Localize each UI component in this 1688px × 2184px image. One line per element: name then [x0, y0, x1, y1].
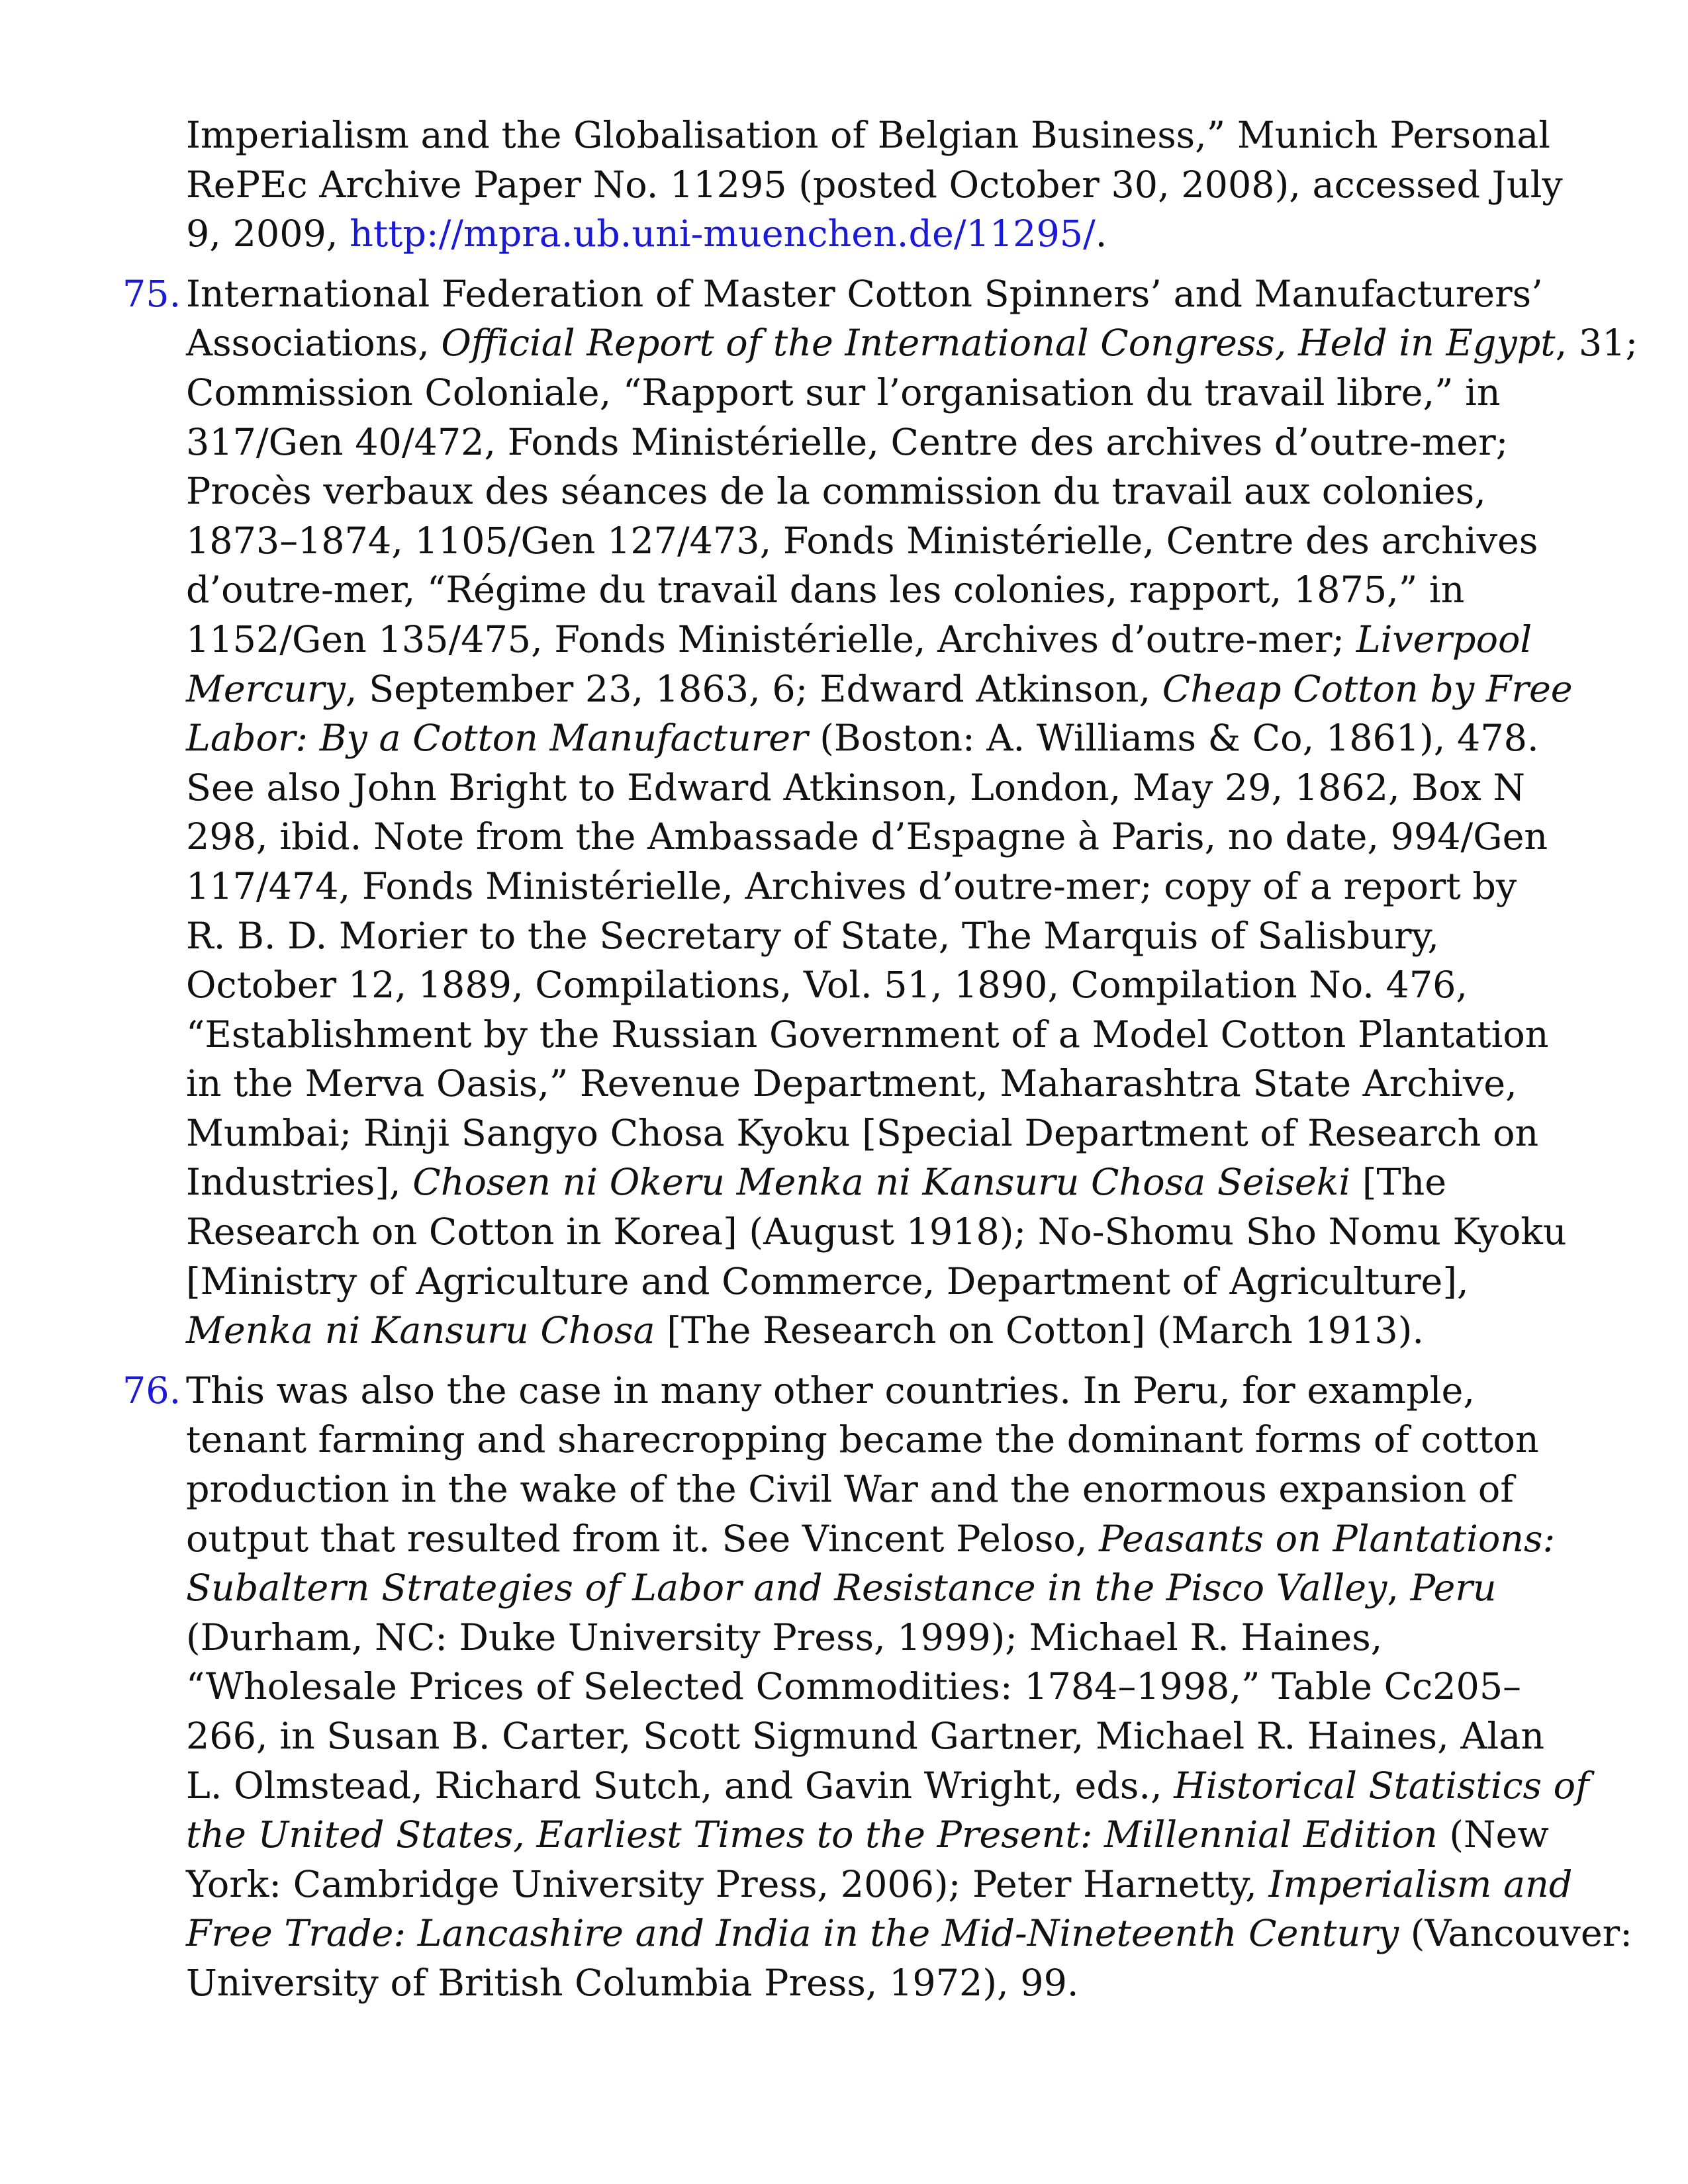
italic-title: Historical Statistics of — [1174, 1764, 1589, 1807]
text-run: 317/Gen 40/472, Fonds Ministérielle, Centre des archives d’outre-mer; — [186, 420, 1509, 464]
italic-title: the United States, Earliest Times to the Present: Millennial Edition — [186, 1813, 1438, 1857]
text-line — [186, 1515, 1566, 1565]
italic-title: Menka ni Kansuru Chosa — [186, 1309, 655, 1353]
endnote-number-link[interactable]: 76. — [122, 1369, 181, 1412]
text-run: , 31; — [1555, 322, 1638, 365]
text-run: (New — [1437, 1813, 1549, 1857]
text-run: International Federation of Master Cotton Spinners’ and Manufacturers’ — [186, 272, 1543, 316]
text-run: output that resulted from it. See Vincent Peloso, — [186, 1517, 1100, 1561]
text-line — [186, 1011, 1566, 1060]
text-line — [186, 270, 1566, 320]
text-line — [186, 1060, 1566, 1109]
text-run: Commission Coloniale, “Rapport sur l’organisation du travail libre,” in — [186, 371, 1501, 414]
endnote-number-link[interactable]: 75. — [122, 272, 181, 316]
text-run: Associations, — [186, 322, 442, 365]
text-run: Industries], — [186, 1161, 413, 1205]
italic-title: Liverpool — [1356, 617, 1532, 661]
text-line — [186, 566, 1566, 615]
text-line — [186, 369, 1566, 418]
italic-title: Imperialism and — [1268, 1862, 1573, 1906]
text-line — [186, 1712, 1566, 1762]
text-line — [186, 517, 1566, 567]
text-run: Mumbai; Rinji Sangyo Chosa Kyoku [Special Department of Research on — [186, 1111, 1539, 1155]
italic-title: Peru — [1410, 1567, 1497, 1610]
italic-title: Subaltern Strategies of Labor and Resistance in the Pisco Valley — [186, 1567, 1387, 1610]
text-line — [186, 418, 1566, 468]
text-line — [186, 1860, 1573, 1910]
italic-title: Peasants on Plantations: — [1099, 1517, 1556, 1561]
text-run: RePEc Archive Paper No. 11295 (posted October 30, 2008), accessed July — [186, 163, 1563, 206]
text-line — [186, 111, 1566, 161]
text-line — [186, 813, 1566, 862]
text-line — [186, 1564, 1566, 1614]
text-run: d’outre-mer, “Régime du travail dans les colonies, rapport, 1875,” in — [186, 569, 1465, 612]
text-run: tenant farming and sharecropping became the dominant forms of cotton — [186, 1418, 1539, 1462]
text-run: 117/474, Fonds Ministérielle, Archives d’outre-mer; copy of a report by — [186, 864, 1517, 908]
text-line — [186, 1959, 1566, 2009]
text-run: (Durham, NC: Duke University Press, 1999); Michael R. Haines, — [186, 1615, 1383, 1659]
text-line — [186, 467, 1566, 517]
text-line — [186, 1109, 1566, 1159]
endnote-75 — [122, 270, 1638, 1356]
text-run: “Wholesale Prices of Selected Commodities: 1784–1998,” Table Cc205– — [186, 1665, 1521, 1709]
text-run: (Boston: A. Williams & Co, 1861), 478. — [808, 717, 1539, 760]
text-run: in the Merva Oasis,” Revenue Department, Maharashtra State Archive, — [186, 1062, 1517, 1106]
text-run: “Establishment by the Russian Government of a Model Cotton Plantation — [186, 1013, 1549, 1056]
text-line — [186, 319, 1638, 369]
text-line — [186, 961, 1566, 1011]
text-line — [186, 1662, 1566, 1712]
text-run: . — [1095, 212, 1107, 256]
text-run: , — [1387, 1567, 1411, 1610]
text-run: 1873–1874, 1105/Gen 127/473, Fonds Ministérielle, Centre des archives — [186, 519, 1538, 563]
text-line — [186, 665, 1573, 715]
endnotes-list — [122, 111, 1638, 2019]
text-line — [186, 1465, 1566, 1515]
italic-title: Free Trade: Lancashire and India in the Mid-Nineteenth Century — [186, 1912, 1399, 1956]
text-line — [186, 1208, 1566, 1257]
italic-title: Cheap Cotton by Free — [1162, 667, 1573, 711]
text-run: October 12, 1889, Compilations, Vol. 51, 1890, Compilation No. 476, — [186, 964, 1468, 1007]
text-run: L. Olmstead, Richard Sutch, and Gavin Wright, eds., — [186, 1764, 1174, 1807]
text-line — [186, 912, 1566, 962]
text-line — [186, 1909, 1632, 1959]
text-run: production in the wake of the Civil War and the enormous expansion of — [186, 1468, 1514, 1512]
text-run: See also John Bright to Edward Atkinson, London, May 29, 1862, Box N — [186, 766, 1525, 809]
text-line — [186, 1306, 1566, 1356]
text-run: Procès verbaux des séances de la commission du travail aux colonies, — [186, 470, 1486, 514]
text-run: University of British Columbia Press, 1972), 99. — [186, 1961, 1079, 2005]
text-line — [186, 1257, 1566, 1307]
text-line — [186, 1158, 1566, 1208]
endnote-76 — [122, 1367, 1632, 2009]
text-run: [Ministry of Agriculture and Commerce, Department of Agriculture], — [186, 1259, 1469, 1303]
text-run: 9, 2009, — [186, 212, 350, 256]
text-run: (Vancouver: — [1399, 1912, 1632, 1956]
text-run: Imperialism and the Globalisation of Belgian Business,” Munich Personal — [186, 114, 1551, 157]
text-run: 1152/Gen 135/475, Fonds Ministérielle, Archives d’outre-mer; — [186, 617, 1356, 661]
italic-title: Labor: By a Cotton Manufacturer — [186, 717, 808, 760]
text-line — [186, 1614, 1566, 1663]
url-link[interactable]: http://mpra.ub.uni-muenchen.de/11295/ — [350, 212, 1096, 256]
italic-title: Mercury — [186, 667, 346, 711]
italic-title: Official Report of the International Congress, Held in Egypt — [441, 322, 1556, 365]
text-line — [186, 764, 1566, 813]
italic-title: Chosen ni Okeru Menka ni Kansuru Chosa Seiseki — [412, 1161, 1351, 1205]
text-run: Research on Cotton in Korea] (August 1918); No-Shomu Sho Nomu Kyoku — [186, 1210, 1567, 1254]
text-line — [186, 210, 1566, 259]
text-run: 298, ibid. Note from the Ambassade d’Espagne à Paris, no date, 994/Gen — [186, 815, 1548, 859]
text-line — [186, 1367, 1566, 1416]
text-line — [186, 615, 1566, 665]
text-line — [186, 1811, 1566, 1860]
text-line — [186, 161, 1566, 210]
text-run: York: Cambridge University Press, 2006); Peter Harnetty, — [186, 1862, 1269, 1906]
text-run: , September 23, 1863, 6; Edward Atkinson, — [345, 667, 1162, 711]
endnote-continuation — [122, 111, 1566, 259]
text-line — [186, 1416, 1566, 1465]
text-run: [The Research on Cotton] (March 1913). — [655, 1309, 1424, 1353]
text-run: 266, in Susan B. Carter, Scott Sigmund Gartner, Michael R. Haines, Alan — [186, 1715, 1545, 1758]
text-run: [The — [1350, 1161, 1447, 1205]
text-line — [186, 1762, 1589, 1811]
text-run: R. B. D. Morier to the Secretary of State, The Marquis of Salisbury, — [186, 914, 1440, 958]
text-run: This was also the case in many other countries. In Peru, for example, — [186, 1369, 1475, 1412]
text-line — [186, 714, 1566, 764]
text-line — [186, 862, 1566, 912]
